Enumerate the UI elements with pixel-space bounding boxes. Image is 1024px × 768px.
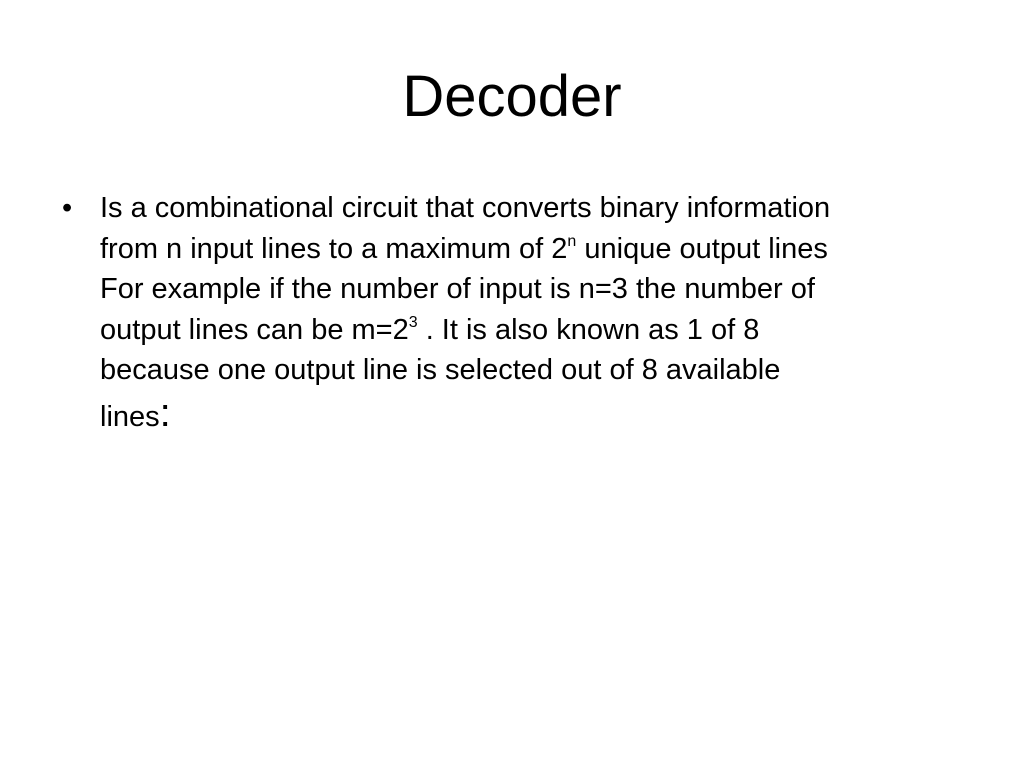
exponent-n: n	[567, 232, 577, 250]
line-1-text: Is a combinational circuit that converts binary information	[100, 192, 831, 224]
line-4-text-before: output lines can be m=2	[100, 313, 409, 346]
line-6-colon: :	[159, 390, 171, 435]
line-2-text-before: from n input lines to a maximum of 2	[100, 232, 568, 265]
slide-content	[60, 188, 980, 438]
paragraph-line-3	[100, 269, 980, 310]
line-3-text: For example if the number of input is n=3 the number of	[100, 273, 815, 306]
slide-title: Decoder	[402, 64, 622, 129]
paragraph-line-2	[100, 229, 980, 270]
paragraph-line-1	[100, 188, 980, 229]
paragraph-line-6	[100, 390, 980, 438]
paragraph-line-4	[100, 310, 980, 351]
line-6-text: lines	[100, 400, 160, 433]
line-2-text-after: unique output lines	[576, 232, 828, 265]
bullet-item	[60, 188, 980, 438]
exponent-3: 3	[408, 313, 418, 331]
line-5-text: because one output line is selected out of 8 available	[100, 354, 781, 387]
paragraph-line-5	[100, 350, 980, 391]
line-4-text-after: . It is also known as 1 of 8	[417, 313, 760, 346]
bullet-icon: •	[62, 192, 73, 224]
